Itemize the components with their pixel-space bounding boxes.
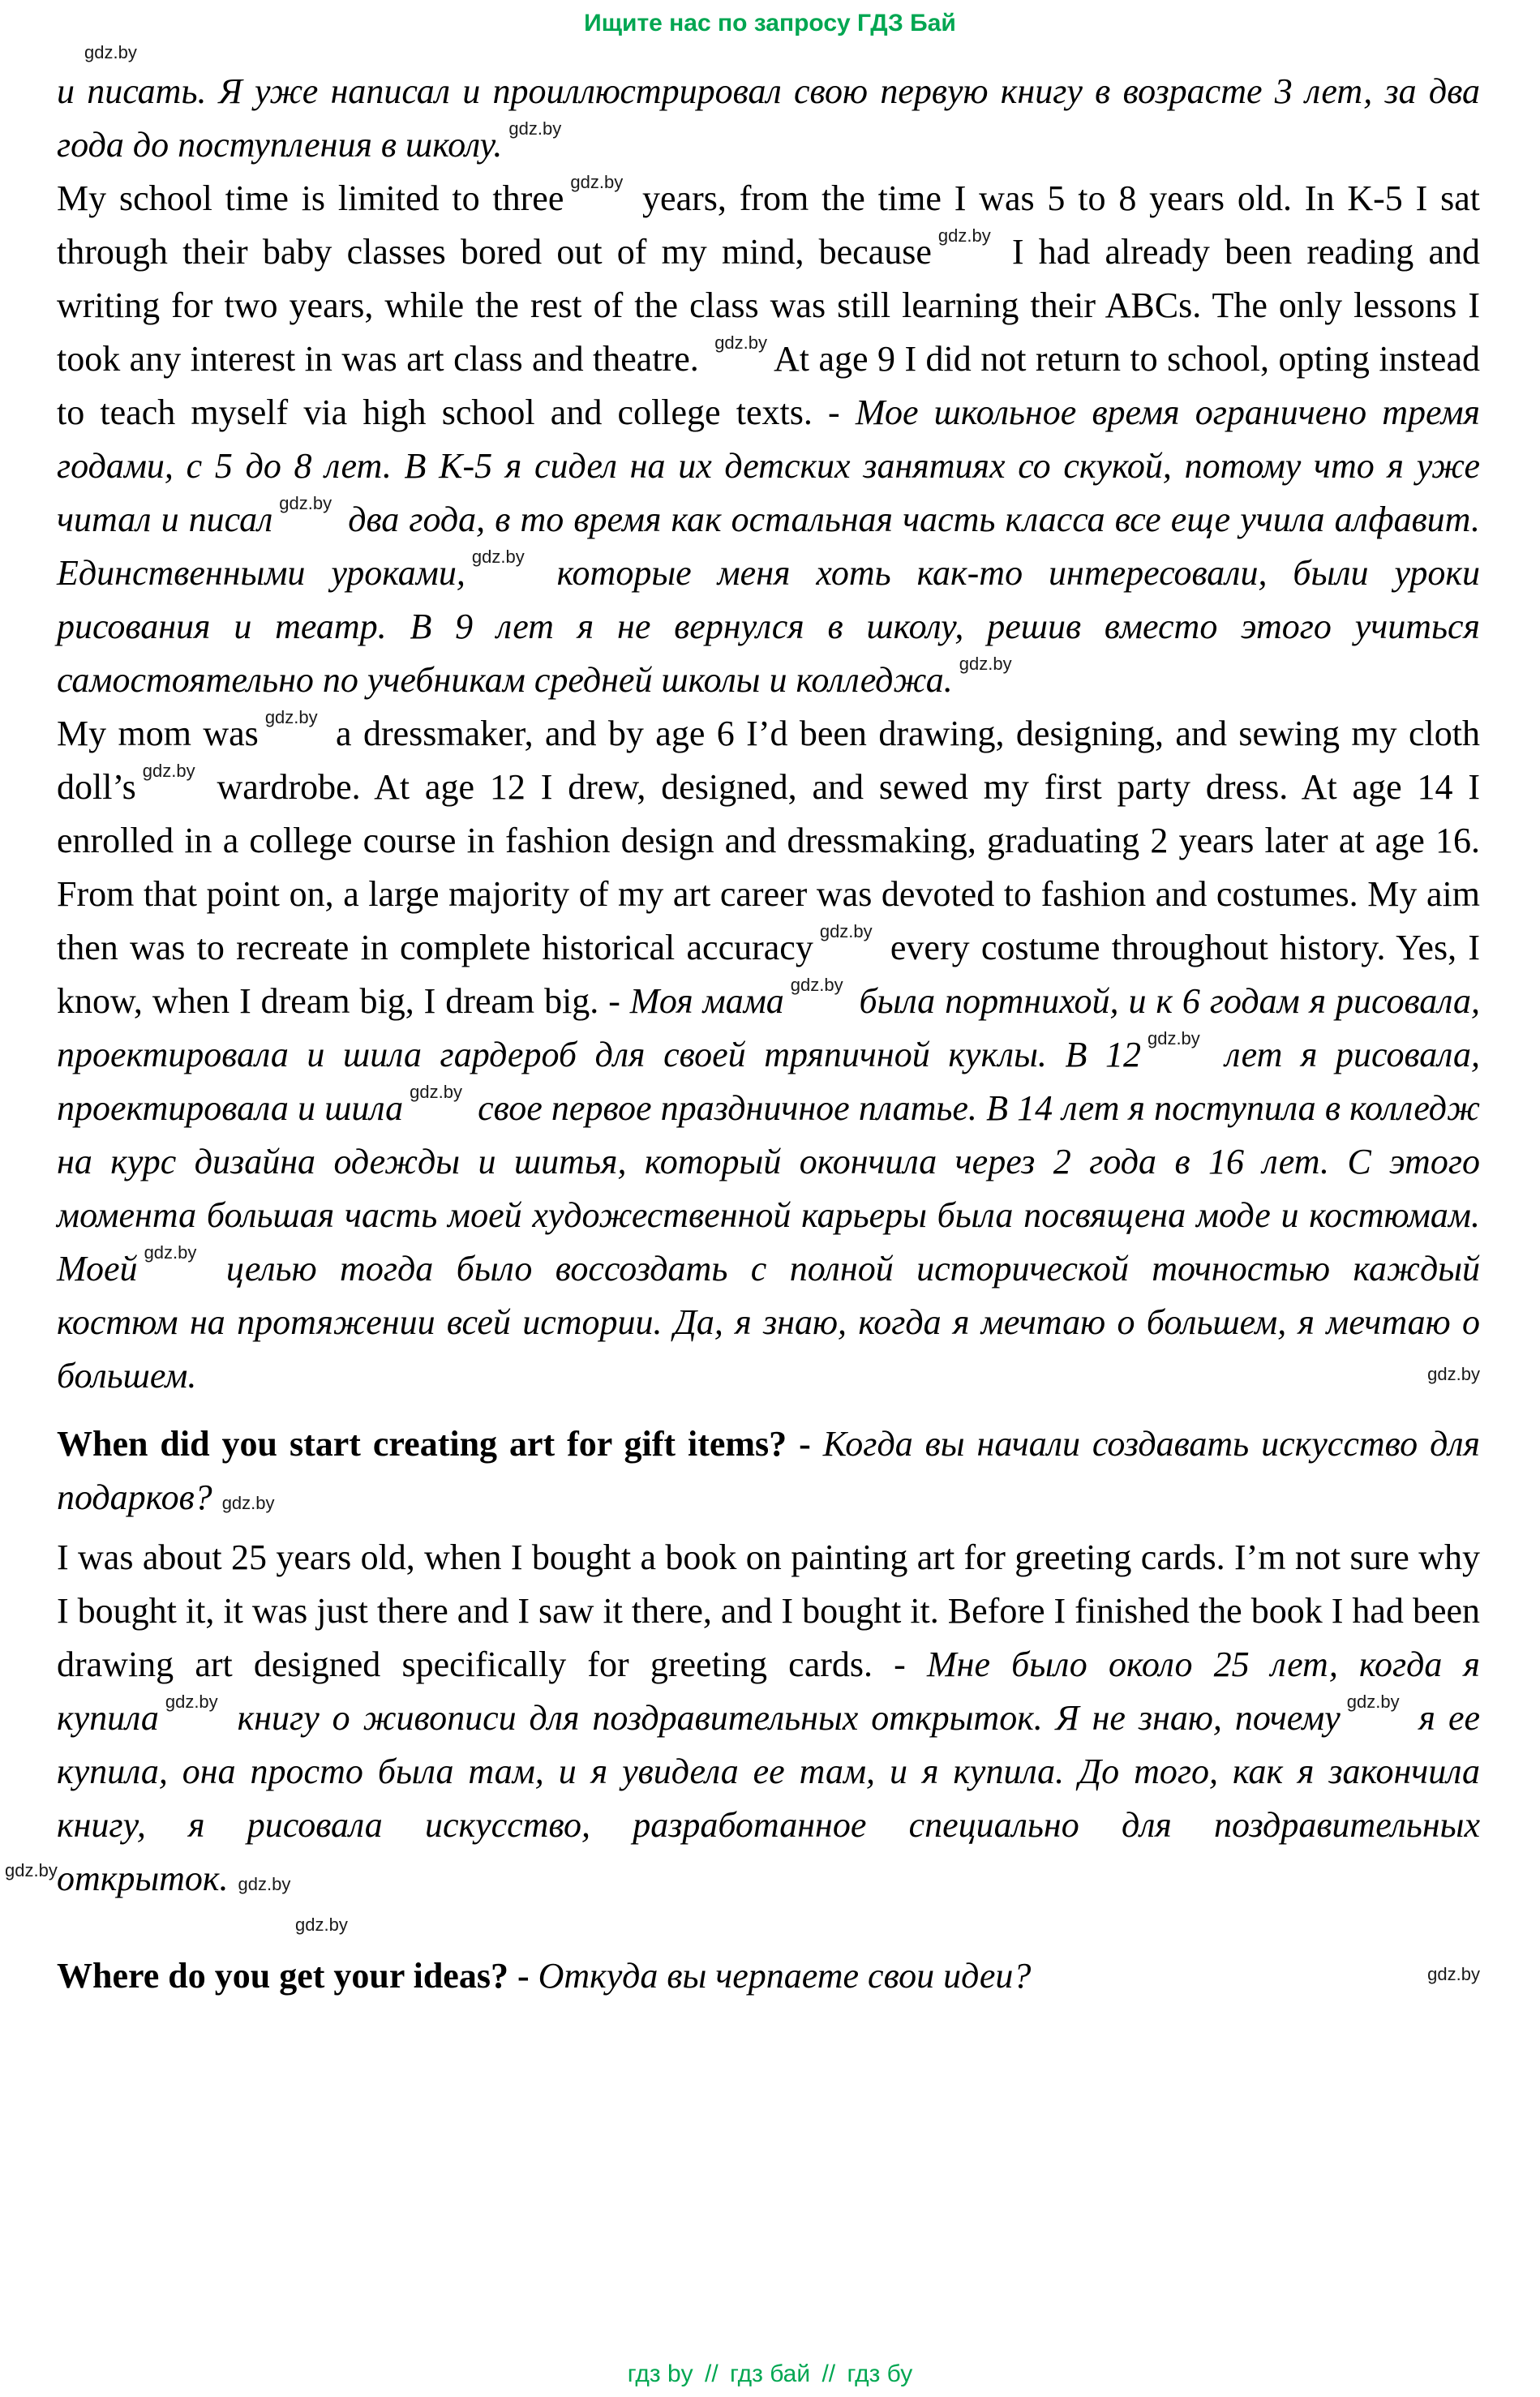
- watermark: gdz.by: [1427, 1964, 1480, 1984]
- footer: [0, 2358, 1540, 2391]
- text-run: Мое школьное время ограничено тремя годами, с 5 до 8 лет. В K-5 я сидел на их детских занятиях со скукой, потому что я уже читал и писал: [57, 392, 1480, 539]
- paragraph: [57, 707, 1480, 1403]
- watermark: gdz.by: [165, 1692, 218, 1712]
- text-run: которые меня хоть как-то интересовали, были уроки рисования и театр. В 9 лет я не вернулся в школу, решив вместо этого учиться самостоятельно по учебникам средней школы и колледжа.: [57, 553, 1480, 700]
- text-run: два года, в то время как остальная часть класса все еще учила алфавит. Единственными уроками,: [57, 500, 1480, 593]
- text-run: My mom was: [57, 714, 259, 753]
- left-margin-watermark: gdz.by: [5, 1860, 58, 1880]
- watermark: gdz.by: [508, 118, 562, 139]
- watermark: gdz.by: [144, 1242, 197, 1263]
- promo-banner: Ищите нас по запросу ГДЗ Бай: [584, 10, 956, 36]
- text-run: я ее купила, она просто была там, и я увидела ее там, и я купила. До того, как я закончила книгу, я рисовала искусство, разработанное специально для поздравительных открыток.: [57, 1698, 1480, 1898]
- watermark: gdz.by: [84, 42, 137, 62]
- watermark: gdz.by: [819, 921, 873, 941]
- paragraph: [57, 1531, 1480, 1906]
- watermark: gdz.by: [714, 332, 768, 353]
- text-run: a dressmaker, and by age 6 I’d been drawing, designing, and sewing my cloth doll’s: [57, 714, 1481, 807]
- text-run: была портнихой, и к 6 годам я рисовала, проектировала и шила гардероб для своей тряпичной куклы. В 12: [57, 981, 1480, 1074]
- footer-link[interactable]: гдз бу: [847, 2361, 913, 2387]
- footer-link[interactable]: гдз by: [627, 2361, 693, 2387]
- text-run: книгу о живописи для поздравительных открыток. Я не знаю, почему: [224, 1698, 1341, 1738]
- paragraph: [57, 65, 1480, 172]
- text-run: Мне было около 25 лет, когда я купила: [57, 1644, 1480, 1738]
- text-run: Where do you get your ideas? -: [57, 1956, 538, 1996]
- text-run: Откуда вы черпаете свои идеи?: [538, 1956, 1032, 1996]
- text-run: целью тогда было воссоздать с полной исторической точностью каждый костюм на протяжении всей истории. Да, я знаю, когда я мечтаю о большем, я мечтаю о большем.: [57, 1249, 1480, 1396]
- text-run: Моя мама: [629, 981, 784, 1021]
- text-run: свое первое праздничное платье. В 14 лет я поступила в колледж на курс дизайна одежды и шитья, который окончила через 2 года в 16 лет. С этого момента большая часть моей художественной карьеры была посвящена моде и костюмам. Моей: [57, 1088, 1480, 1289]
- watermark: gdz.by: [238, 1874, 291, 1894]
- text-run: лет я рисовала, проектировала и шила: [57, 1035, 1480, 1128]
- watermark: gdz.by: [142, 761, 195, 781]
- text-run: I had already been reading and writing for two years, while the rest of the class was still learning their ABCs. The only lessons I took any interest in was art class and theatre.: [57, 232, 1480, 379]
- footer-separator: //: [815, 2361, 843, 2387]
- watermark: gdz.by: [1346, 1692, 1400, 1712]
- watermark: gdz.by: [959, 654, 1012, 674]
- question-paragraph: [57, 1417, 1480, 1524]
- watermark: gdz.by: [570, 172, 624, 192]
- watermark: gdz.by: [1147, 1028, 1200, 1048]
- document-body: [0, 39, 1540, 2003]
- text-run: every costume throughout history. Yes, I know, when I dream big, I dream big. -: [57, 928, 1480, 1021]
- watermark: gdz.by: [790, 975, 843, 995]
- watermark-line: [57, 1909, 1480, 1941]
- watermark: gdz.by: [264, 707, 318, 727]
- text-run: Когда вы начали создавать искусство для подарков?: [57, 1424, 1481, 1517]
- footer-link[interactable]: гдз бай: [730, 2361, 811, 2387]
- text-run: wardrobe. At age 12 I drew, designed, and sewed my first party dress. At age 14 I enrolled in a college course in fashion design and dressmaking, graduating 2 years later at age 16. From that point on, a large majority of my art career was devoted to fashion and costumes. My aim then was to recreate in complete historical accuracy: [57, 767, 1480, 967]
- paragraph: [57, 172, 1480, 707]
- watermark: gdz.by: [1427, 1364, 1480, 1384]
- watermark: gdz.by: [221, 1493, 275, 1513]
- text-run: When did you start creating art for gift items? -: [57, 1424, 823, 1464]
- watermark-line: [57, 41, 1480, 65]
- watermark: gdz.by: [471, 547, 525, 567]
- text-run: years, from the time I was 5 to 8 years old. In K-5 I sat through their baby classes bored out of my mind, because: [57, 178, 1480, 272]
- text-run: At age 9 I did not return to school, opting instead to teach myself via high school and college texts. -: [57, 339, 1480, 432]
- watermark: gdz.by: [279, 493, 332, 513]
- watermark: gdz.by: [937, 225, 991, 246]
- watermark: gdz.by: [410, 1082, 462, 1102]
- text-run: и писать. Я уже написал и проиллюстрировал свою первую книгу в возрасте 3 лет, за два года до поступления в школу.: [57, 71, 1480, 165]
- footer-links: [628, 2361, 912, 2387]
- text-run: My school time is limited to three: [57, 178, 564, 218]
- watermark: gdz.by: [295, 1915, 348, 1935]
- text-run: I was about 25 years old, when I bought a book on painting art for greeting cards. I’m not sure why I bought it, it was just there and I saw it there, and I bought it. Before I finished the book I had been drawing art designed specifically for greeting cards. -: [57, 1537, 1480, 1684]
- footer-separator: //: [697, 2361, 725, 2387]
- question-paragraph: [57, 1949, 1480, 2003]
